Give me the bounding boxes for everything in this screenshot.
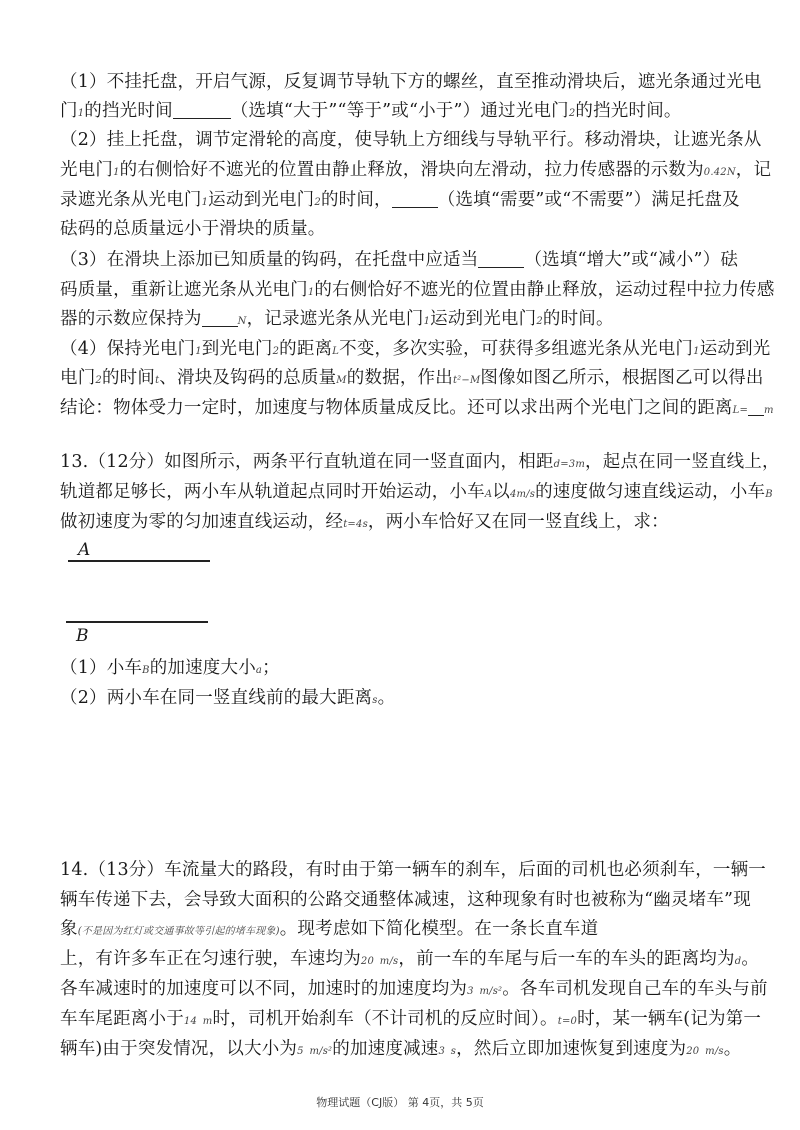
- unit: m: [764, 405, 774, 416]
- value: 3: [467, 986, 474, 997]
- unit: m/s: [705, 1046, 724, 1057]
- q13-line3: [60, 510, 760, 537]
- subscript: 2: [536, 316, 543, 327]
- force-value: 0.42N: [703, 167, 736, 178]
- subscript: 1: [307, 287, 315, 298]
- text: 。现考虑如下简化模型。在一条长直车道: [279, 919, 599, 939]
- text: 光电门: [60, 160, 114, 180]
- q14-line2: [60, 888, 760, 912]
- variable: d: [734, 956, 742, 967]
- variable: M: [336, 375, 347, 386]
- variable: t: [155, 375, 160, 386]
- q14-line4: [60, 947, 760, 974]
- q12-p3-line3: [60, 307, 760, 334]
- text: 的加速度减速: [332, 1039, 439, 1059]
- q12-p3-line2: [60, 278, 775, 305]
- unit: m/s: [379, 956, 399, 967]
- variable: 4m/s: [509, 489, 536, 500]
- q12-p4-line1: [60, 337, 771, 364]
- text: （选填“需要”或“不需要”）满足托盘及: [437, 190, 740, 210]
- text: 的距离: [279, 339, 333, 359]
- unit: m/s²: [309, 1046, 333, 1057]
- text: 。各车司机发现自己车的车头与前: [502, 979, 768, 999]
- subscript: 1: [693, 346, 700, 357]
- text: （2）两小车在同一竖直线前的最大距离: [60, 688, 373, 708]
- q14-line5: [60, 977, 768, 1004]
- q13-sub1: [60, 656, 760, 683]
- text: （选填“大于”“等于”或“小于”）通过光电门: [230, 101, 569, 121]
- text: 器的示数应保持为: [60, 309, 202, 329]
- track-b-line: [66, 621, 208, 623]
- q12-p2-line2: [60, 158, 772, 185]
- subscript: 1: [113, 167, 120, 178]
- text: 象: [60, 919, 78, 939]
- unit: N: [237, 316, 247, 327]
- q14-line6: [60, 1007, 760, 1034]
- text: 时，某一辆车(记为第一: [577, 1009, 762, 1029]
- text: 的数据，作出: [346, 368, 453, 388]
- text: （4）保持光电门: [60, 339, 196, 359]
- value: 20: [686, 1046, 700, 1057]
- subscript: 2: [95, 375, 102, 386]
- track-a-label: A: [78, 540, 91, 560]
- text: 。: [723, 1039, 742, 1059]
- text: 13.（12分）如图所示，两条平行直轨道在同一竖直面内，相距: [60, 452, 554, 472]
- q13-line2: [60, 480, 773, 507]
- variable: a: [255, 665, 263, 676]
- variable: t=0: [557, 1016, 578, 1027]
- q12-p2-line1: [60, 128, 760, 152]
- text: 电门: [60, 368, 96, 388]
- text: （2）挂上托盘，调节定滑轮的高度，使导轨上方细线与导轨平行。移动滑块，让遮光条从: [60, 130, 762, 150]
- text: 图像如图乙所示，根据图乙可以得出: [480, 368, 764, 388]
- text: 的挡光时间: [84, 101, 173, 121]
- q12-p3-line1: [60, 248, 760, 272]
- answer-blank-4[interactable]: [202, 308, 238, 327]
- parenthetical: (不是因为红灯或交通事故等引起的堵车现象: [77, 926, 276, 937]
- variable: t=4s: [343, 519, 368, 530]
- variable: L=: [732, 405, 749, 416]
- unit: m/s²: [479, 986, 503, 997]
- text: （1）不挂托盘，开启气源，反复调节导轨下方的螺丝，直至推动滑块后，遮光条通过光电: [60, 72, 762, 92]
- value: 5: [297, 1046, 304, 1057]
- value: 14: [183, 1016, 198, 1027]
- text: 门: [60, 101, 78, 121]
- subscript: 2: [272, 346, 280, 357]
- page-footer: 物理试题（CJ版） 第 4页，共 5页: [316, 1096, 484, 1109]
- text: 不变，多次实验，可获得多组遮光条从光电门: [339, 339, 694, 359]
- text: 时，司机开始刹车（不计司机的反应时间）。: [212, 1009, 558, 1029]
- text: 、滑块及钩码的总质量: [159, 368, 337, 388]
- text: 各车减速时的加速度可以不同，加速时的加速度均为: [60, 979, 468, 999]
- answer-blank-3[interactable]: [478, 249, 524, 268]
- value: 3: [438, 1046, 446, 1057]
- text: 。: [377, 688, 396, 708]
- text: 做初速度为零的匀加速直线运动，经: [60, 512, 344, 532]
- value: 20: [360, 956, 375, 967]
- text: 到光电门: [201, 339, 273, 359]
- text: 的时间: [101, 368, 156, 388]
- q12-p1-line1: [60, 70, 760, 94]
- text: 的右侧恰好不遮光的位置由静止释放，运动过程中拉力传感: [314, 280, 775, 300]
- variable: t²−M: [452, 375, 481, 386]
- parenthetical: ): [275, 926, 280, 937]
- text: 以: [492, 482, 510, 502]
- variable: s: [372, 695, 378, 706]
- text: 辆车)由于突发情况，以大小为: [60, 1039, 298, 1059]
- q13-line1: [60, 450, 780, 477]
- variable: L: [332, 346, 340, 357]
- text: ，两小车恰好又在同一竖直线上，求：: [367, 512, 669, 532]
- q12-p4-line3: [60, 396, 774, 423]
- text: 辆车传递下去，会导致大面积的公路交通整体减速，这种现象有时也被称为“幽灵堵车”现: [60, 890, 751, 910]
- subscript: 1: [201, 197, 209, 208]
- text: （1）小车: [60, 658, 143, 678]
- variable: B: [142, 665, 150, 676]
- text: 的加速度大小: [149, 658, 256, 678]
- text: ，前一车的车尾与后一车的车头的距离均为: [398, 949, 735, 969]
- text: 的速度做匀速直线运动，小车: [535, 482, 766, 502]
- text: 结论：物体受力一定时，加速度与物体质量成反比。还可以求出两个光电门之间的距离: [60, 398, 733, 418]
- q13-sub2: [60, 686, 760, 713]
- answer-blank-1[interactable]: [173, 100, 231, 119]
- q12-p2-line4: [60, 217, 760, 241]
- text: 运动到光电门: [430, 309, 537, 329]
- text: 的时间，: [320, 190, 392, 210]
- text: 14.（13分）车流量大的路段，有时由于第一辆车的刹车，后面的司机也必须刹车，一辆一: [60, 860, 766, 880]
- text: 。: [741, 949, 760, 969]
- variable: A: [484, 489, 493, 500]
- text: ，然后立即加速恢复到速度为: [456, 1039, 687, 1059]
- subscript: 1: [77, 108, 85, 119]
- text: 码质量，重新让遮光条从光电门: [60, 280, 308, 300]
- text: 运动到光: [699, 339, 771, 359]
- q12-p1-line2: [60, 99, 760, 126]
- q12-p2-line3: [60, 188, 760, 215]
- variable: B: [765, 489, 773, 500]
- text: （选填“增大”或“减小”）砝: [524, 250, 739, 270]
- variable: d=3m: [553, 459, 586, 470]
- q12-p4-line2: [60, 366, 764, 393]
- q14-line7: [60, 1037, 760, 1064]
- q14-line1: [60, 858, 766, 882]
- text: 运动到光电门: [208, 190, 315, 210]
- text: ，记录遮光条从光电门: [246, 309, 424, 329]
- answer-blank-5[interactable]: [748, 397, 764, 416]
- text: 轨道都足够长，两小车从轨道起点同时开始运动，小车: [60, 482, 485, 502]
- unit: m: [202, 1016, 213, 1027]
- text: 的右侧恰好不遮光的位置由静止释放，滑块向左滑动，拉力传感器的示数为: [119, 160, 704, 180]
- text: 的挡光时间。: [575, 101, 682, 121]
- subscript: 1: [195, 346, 202, 357]
- unit: s: [450, 1046, 457, 1057]
- text: ；: [262, 658, 280, 678]
- text: ，记: [735, 160, 772, 180]
- subscript: 2: [314, 197, 321, 208]
- text: 上，有许多车正在匀速行驶，车速均为: [60, 949, 361, 969]
- track-a-line: [68, 560, 210, 562]
- text: （3）在滑块上添加已知质量的钩码，在托盘中应适当: [60, 250, 479, 270]
- q14-line3: [60, 917, 760, 944]
- text: 的时间。: [542, 309, 614, 329]
- subscript: 2: [568, 108, 576, 119]
- text: ，起点在同一竖直线上，: [585, 452, 780, 472]
- text: 砝码的总质量远小于滑块的质量。: [60, 219, 326, 239]
- text: 录遮光条从光电门: [60, 190, 202, 210]
- answer-blank-2[interactable]: [392, 189, 438, 208]
- track-b-label: B: [76, 626, 89, 646]
- subscript: 1: [423, 316, 431, 327]
- text: 车车尾距离小于: [60, 1009, 184, 1029]
